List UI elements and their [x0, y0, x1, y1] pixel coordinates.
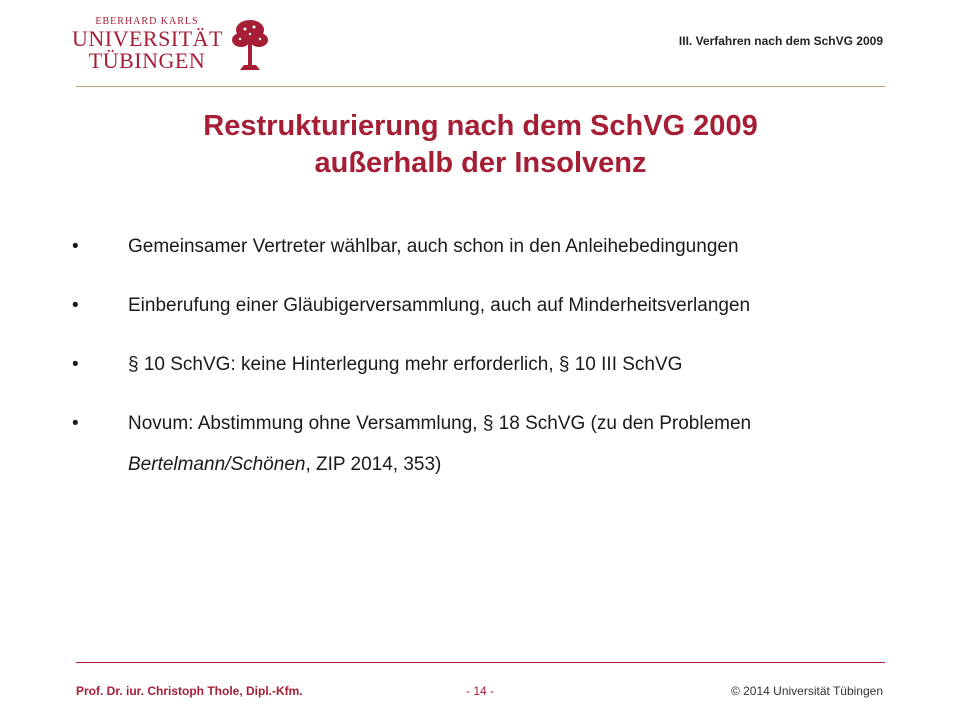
logo-line-2: UNIVERSITÄT	[72, 26, 223, 51]
section-header: III. Verfahren nach dem SchVG 2009	[678, 34, 883, 48]
logo-line-1: EBERHARD KARLS	[95, 16, 199, 27]
bullet-text	[128, 413, 751, 475]
bullet-marker: •	[72, 413, 79, 434]
bullet-marker: •	[72, 354, 79, 375]
palm-tree-icon	[230, 18, 270, 74]
bullet-marker: •	[72, 295, 79, 316]
title-line-2: außerhalb der Insolvenz	[314, 147, 647, 179]
bullet-text: § 10 SchVG: keine Hinterlegung mehr erforderlich, § 10 III SchVG	[128, 354, 683, 375]
bullet-text-before: Novum: Abstimmung ohne Versammlung, § 18 SchVG (zu den Problemen	[128, 413, 752, 434]
title-line-1: Restrukturierung nach dem SchVG 2009	[203, 110, 758, 142]
university-logo	[72, 14, 272, 74]
bullet-text-after: , ZIP 2014, 353)	[305, 454, 442, 475]
footer-divider	[76, 662, 885, 663]
bullet-marker: •	[72, 236, 79, 257]
footer-copyright: © 2014 Universität Tübingen	[730, 684, 883, 698]
logo-wordmark	[72, 14, 222, 72]
bullet-text: Einberufung einer Gläubigerversammlung, auch auf Minderheitsverlangen	[128, 295, 751, 316]
bullet-citation-authors: Bertelmann/Schönen	[128, 454, 306, 475]
bullet-item	[72, 344, 862, 385]
header-divider	[76, 86, 885, 87]
logo-line-3: TÜBINGEN	[88, 48, 206, 73]
bullet-item	[72, 403, 862, 485]
bullet-list	[72, 226, 862, 503]
bullet-item	[72, 285, 862, 326]
bullet-text: Gemeinsamer Vertreter wählbar, auch schon in den Anleihebedingungen	[128, 236, 739, 257]
footer-author: Prof. Dr. iur. Christoph Thole, Dipl.-Kfm.	[76, 684, 303, 698]
bullet-item	[72, 226, 862, 267]
page-number: - 14 -	[466, 684, 495, 698]
slide-title	[76, 108, 885, 182]
